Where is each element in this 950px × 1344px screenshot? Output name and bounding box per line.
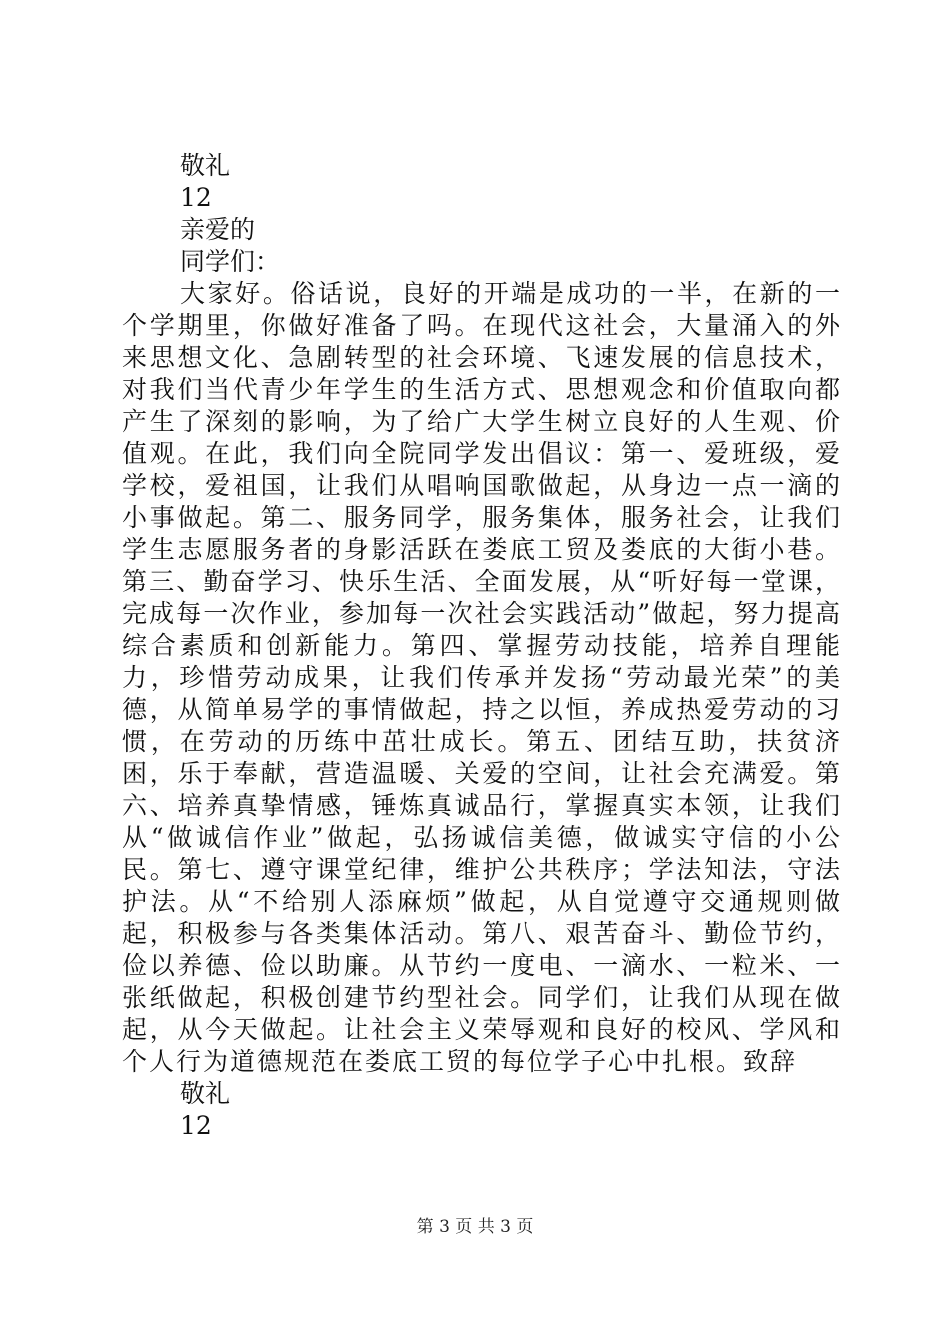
- page-footer: 第 3 页 共 3 页: [416, 1217, 534, 1237]
- closing-salutation-line: 敬礼: [180, 1079, 231, 1108]
- body-paragraph: 大家好。俗话说，良好的开端是成功的一半，在新的一个学期里，你做好准备了吗。在现代这社会，大量涌入的外来思想文化、急剧转型的社会环境、飞速发展的信息技术，对我们当代青少年学生的生活方式、思想观念和价值取向都产生了深刻的影响，为了给广大学生树立良好的人生观、价值观。在此，我们向全院同学发出倡议：第一、爱班级，爱学校，爱祖国，让我们从唱响国歌做起，从身边一点一滴的小事做起。第二、服务同学，服务集体，服务社会，让我们学生志愿服务者的身影活跃在娄底工贸及娄底的大街小巷。第三、勤奋学习、快乐生活、全面发展，从“听好每一堂课，完成每一次作业，参加每一次社会实践活动”做起，努力提高综合素质和创新能力。第四、掌握劳动技能，培养自理能力，珍惜劳动成果，让我们传承并发扬“劳动最光荣”的美德，从简单易学的事情做起，持之以恒，养成热爱劳动的习惯，在劳动的历练中茁壮成长。第五、团结互助，扶贫济困，乐于奉献，营造温暖、关爱的空间，让社会充满爱。第六、培养真挚情感，锤炼真诚品行，掌握真实本领，让我们从“做诚信作业”做起，弘扬诚信美德，做诚实守信的小公民。第七、遵守课堂纪律，维护公共秩序；学法知法，守法护法。从“不给别人添麻烦”做起，从自觉遵守交通规则做起，积极参与各类集体活动。第八、艰苦奋斗、勤俭节约，俭以养德、俭以助廉。从节约一度电、一滴水、一粒米、一张纸做起，积极创建节约型社会。同学们，让我们从现在做起，从今天做起。让社会主义荣辱观和良好的校风、学风和个人行为道德规范在娄底工贸的每位学子心中扎根。致辞: [122, 279, 842, 1076]
- closing-number-line: 12: [180, 1111, 212, 1140]
- addressee-line: 同学们：: [180, 247, 281, 276]
- greeting-line: 亲爱的: [180, 215, 256, 244]
- document-content: [122, 150, 842, 1142]
- number-line: 12: [180, 183, 212, 212]
- salutation-line: 敬礼: [180, 151, 231, 180]
